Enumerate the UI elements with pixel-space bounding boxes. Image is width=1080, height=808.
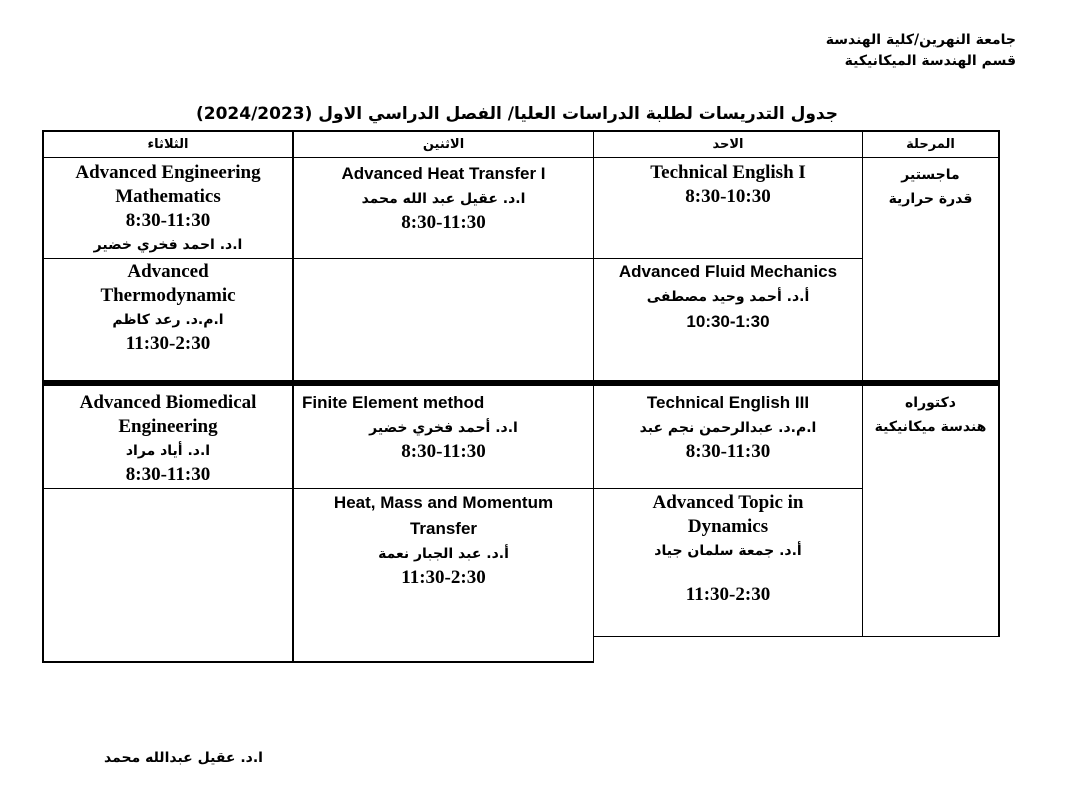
table-border-bottom-left	[42, 661, 594, 663]
university-college-name: جامعة النهرين/كلية الهندسة	[825, 32, 1016, 48]
masters-sunday-slot-2	[594, 259, 862, 335]
stage-doctorate-degree: دكتوراه	[905, 395, 956, 411]
course-time: 8:30-11:30	[401, 212, 486, 233]
course-name: Advanced Heat Transfer I	[341, 164, 546, 183]
table-border-right	[998, 130, 1000, 637]
course-name-line-1: Heat, Mass and Momentum	[333, 493, 554, 512]
stage-doctorate	[863, 391, 998, 439]
section-divider	[42, 380, 1000, 386]
stage-masters-specialization: قدرة حرارية	[888, 191, 973, 207]
column-header-stage: المرحلة	[906, 137, 955, 152]
masters-monday-slot-1	[294, 161, 593, 235]
table-border-bottom-right	[593, 636, 1000, 637]
masters-tue-row-divider	[42, 258, 293, 259]
course-name-line-1: Advanced Biomedical	[79, 392, 257, 413]
course-name: Finite Element method	[302, 393, 485, 412]
lecturer-name: ا.د. أحمد فخري خضير	[369, 420, 518, 436]
signature: ا.د. عقيل عبدالله محمد	[104, 750, 263, 766]
lecturer-name: ا.د. عقيل عبد الله محمد	[361, 191, 526, 207]
lecturer-name: أ.د. أحمد وحيد مصطفى	[646, 289, 810, 305]
lecturer-name: أ.د. عبد الجبار نعمة	[378, 546, 509, 562]
course-name-line-2: Mathematics	[115, 186, 221, 207]
course-time: 8:30-11:30	[125, 210, 211, 231]
masters-mon-row-divider	[292, 258, 594, 259]
department-name: قسم الهندسة الميكانيكية	[844, 53, 1016, 69]
course-time: 10:30-1:30	[686, 312, 770, 331]
doctorate-monday-slot-2	[294, 490, 593, 590]
course-name-line-1: Advanced	[127, 261, 209, 282]
page-title: جدول التدريسات لطلبة الدراسات العليا/ الفصل الدراسي الاول (2024/2023)	[195, 104, 838, 124]
course-name-line-2: Dynamics	[687, 516, 769, 537]
table-border-top	[42, 130, 1000, 132]
doctorate-sunday-slot-2	[594, 491, 862, 607]
doctorate-mon-row-divider	[292, 488, 594, 489]
stage-doctorate-specialization: هندسة ميكانيكية	[874, 419, 987, 435]
doctorate-tue-row-divider	[42, 488, 293, 489]
masters-tuesday-slot-1	[44, 161, 292, 257]
doctorate-sunday-slot-1	[594, 390, 862, 464]
course-name-line-1: Advanced Topic in	[652, 492, 804, 513]
stage-masters	[863, 163, 998, 211]
course-time: 8:30-11:30	[401, 441, 486, 462]
course-name-line-2: Engineering	[118, 416, 218, 437]
course-time: 8:30-10:30	[685, 186, 771, 207]
course-time: 11:30-2:30	[401, 567, 486, 588]
column-header-monday: الاثنين	[422, 137, 465, 152]
lecturer-name: ا.م.د. رعد كاظم	[112, 312, 224, 328]
course-time: 11:30-2:30	[685, 584, 771, 605]
course-name: Technical English III	[646, 393, 810, 412]
course-name: Advanced Fluid Mechanics	[618, 262, 838, 281]
column-header-tuesday: الثلاثاء	[147, 137, 189, 152]
lecturer-name: ا.م.د. عبدالرحمن نجم عبد	[639, 420, 817, 436]
lecturer-name: ا.د. احمد فخري خضير	[93, 237, 243, 253]
header-row-divider	[42, 157, 1000, 158]
column-header-sunday: الاحد	[712, 137, 744, 152]
masters-tuesday-slot-2	[44, 260, 292, 356]
doctorate-tuesday-slot-1	[44, 391, 292, 487]
course-name-line-1: Advanced Engineering	[75, 162, 261, 183]
doctorate-monday-slot-1	[294, 390, 593, 464]
course-time: 8:30-11:30	[125, 464, 211, 485]
course-time: 11:30-2:30	[125, 333, 211, 354]
doctorate-sun-row-divider	[593, 488, 863, 489]
masters-sunday-slot-1	[594, 161, 862, 209]
stage-masters-degree: ماجستير	[901, 167, 960, 183]
course-time: 8:30-11:30	[685, 441, 771, 462]
lecturer-name: ا.د. أياد مراد	[125, 443, 211, 459]
lecturer-name: أ.د. جمعة سلمان جياد	[654, 543, 802, 559]
course-name: Technical English I	[650, 162, 806, 183]
course-name-line-2: Thermodynamic	[100, 285, 236, 306]
course-name-line-2: Transfer	[409, 519, 478, 538]
